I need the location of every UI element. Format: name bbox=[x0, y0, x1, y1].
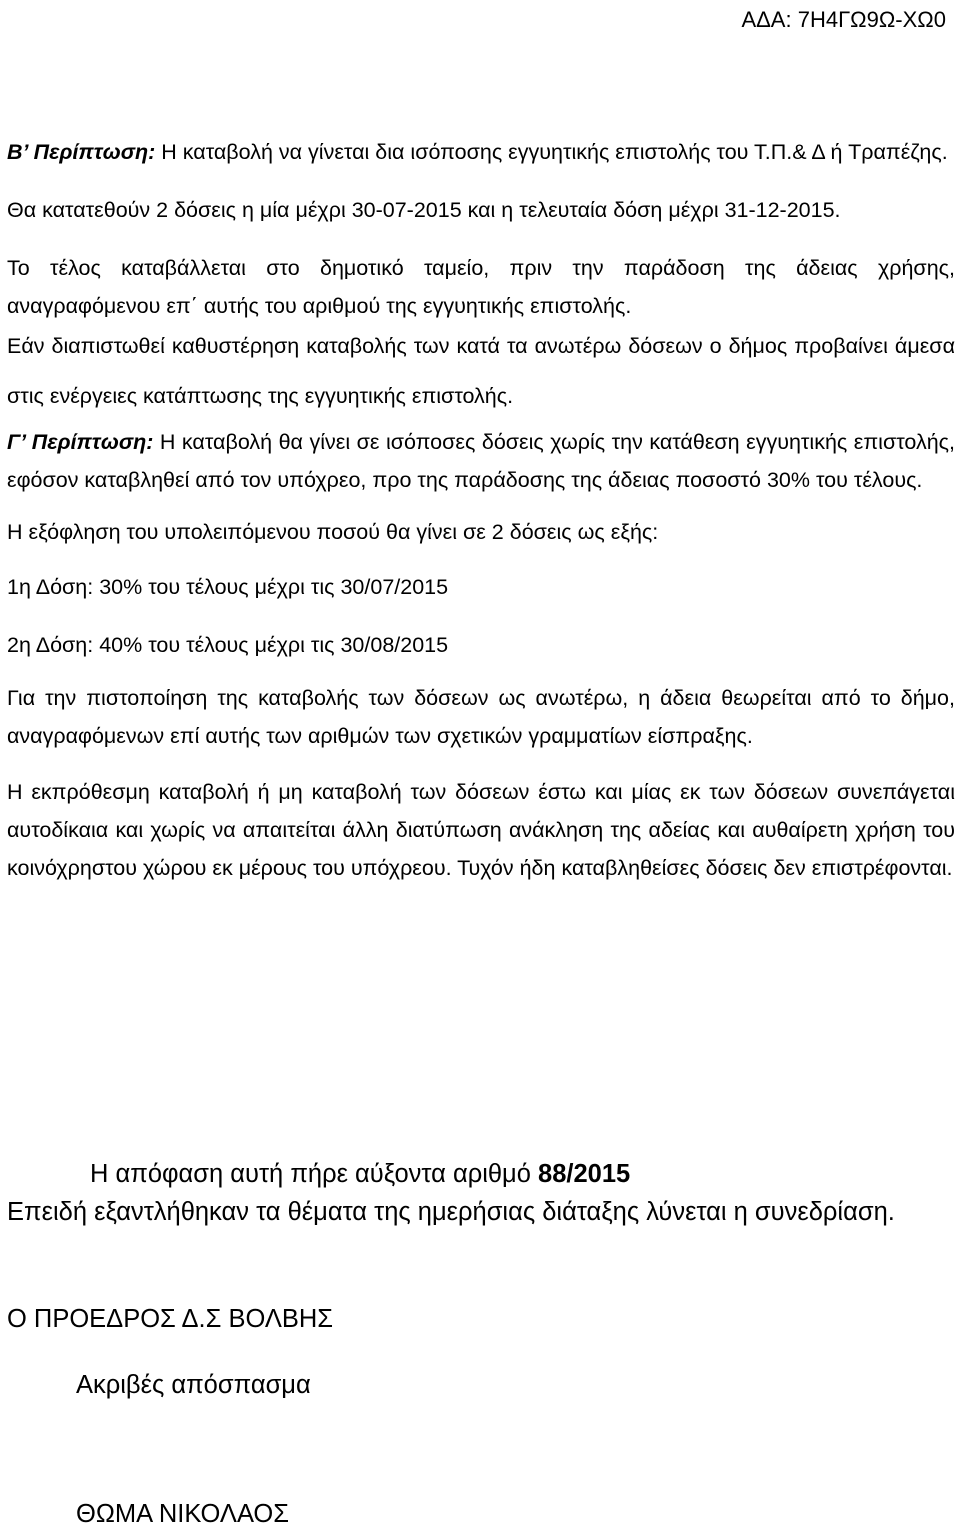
dose-2: 2η Δόση: 40% του τέλους μέχρι τις 30/08/2015 bbox=[7, 633, 449, 657]
dose-1: 1η Δόση: 30% του τέλους μέχρι τις 30/07/2015 bbox=[7, 575, 449, 599]
fee-payment-paragraph: Το τέλος καταβάλλεται στο δημοτικό ταμείο, πριν την παράδοση της άδειας χρήσης, αναγραφόμενου επ΄ αυτής του αριθμού της εγγυητικής επιστολής. bbox=[7, 256, 955, 318]
late-payment-paragraph: Η εκπρόθεσμη καταβολή ή μη καταβολή των δόσεων έστω και μίας εκ των δόσεων συνεπάγεται αυτοδίκαια και χωρίς να απαιτείται άλλη διατύπωση ανάκληση της αδείας και αυθαίρετη χρήση του κοινόχρηστου χώρου εκ μέρους του υπόχρεου. Τυχόν ήδη καταβληθείσες δόσεις δεν επιστρέφονται. bbox=[7, 780, 955, 880]
ada-code: ΑΔΑ: 7Η4ΓΩ9Ω-ΧΩ0 bbox=[741, 7, 946, 32]
case-c-paragraph bbox=[7, 423, 955, 499]
document-body bbox=[7, 133, 955, 887]
case-b-paragraph bbox=[7, 133, 955, 171]
decision-number: 88/2015 bbox=[538, 1160, 631, 1188]
settlement-intro: Η εξόφληση του υπολειπόμενου ποσού θα γίνει σε 2 δόσεις ως εξής: bbox=[7, 520, 659, 544]
installments-paragraph: Θα κατατεθούν 2 δόσεις η μία μέχρι 30-07-2015 και η τελευταία δόση μέχρι 31-12-2015. bbox=[7, 198, 841, 222]
signer-name: ΘΩΜΑ ΝΙΚΟΛΑΟΣ bbox=[76, 1500, 290, 1528]
certification-paragraph: Για την πιστοποίηση της καταβολής των δόσεων ως ανωτέρω, η άδεια θεωρείται από το δήμο, αναγραφόμενων επί αυτής των αριθμών των σχετικών γραμματίων είσπραξης. bbox=[7, 686, 955, 748]
delay-paragraph: Εάν διαπιστωθεί καθυστέρηση καταβολής των κατά τα ανωτέρω δόσεων ο δήμος προβαίνει άμεσα στις ενέργειες κατάπτωσης της εγγυητικής επιστολής. bbox=[7, 334, 955, 408]
closing-statement: Επειδή εξαντλήθηκαν τα θέματα της ημερήσιας διάταξης λύνεται η συνεδρίαση. bbox=[7, 1198, 895, 1226]
case-b-text: Η καταβολή να γίνεται δια ισόποσης εγγυητικής επιστολής του Τ.Π.& Δ ή Τραπέζης. bbox=[155, 140, 948, 164]
president-signature: Ο ΠΡΟΕΔΡΟΣ Δ.Σ ΒΟΛΒΗΣ bbox=[7, 1305, 334, 1333]
case-b-lead: Β’ Περίπτωση: bbox=[7, 140, 156, 164]
exact-extract-label: Ακριβές απόσπασμα bbox=[76, 1371, 311, 1399]
decision-number-line bbox=[90, 1155, 960, 1194]
case-c-text: Η καταβολή θα γίνει σε ισόποσες δόσεις χωρίς την κατάθεση εγγυητικής επιστολής, εφόσον καταβληθεί από τον υπόχρεο, προ της παράδοσης της άδειας ποσοστό 30% του τέλους. bbox=[7, 430, 956, 492]
case-c-lead: Γ’ Περίπτωση: bbox=[7, 430, 154, 454]
decision-prefix: Η απόφαση αυτή πήρε αύξοντα αριθμό bbox=[90, 1160, 539, 1188]
